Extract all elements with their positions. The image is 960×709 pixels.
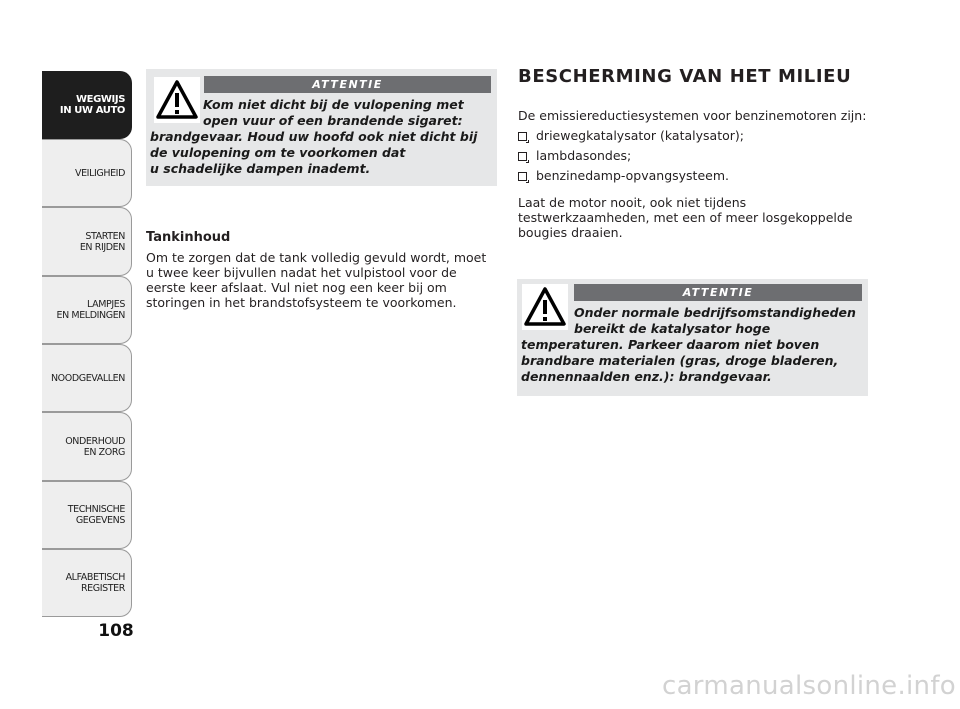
page-title: BESCHERMING VAN HET MILIEU (518, 66, 852, 87)
section-heading-tankinhoud: Tankinhoud (146, 230, 231, 245)
checkbox-bullet-icon (518, 152, 527, 161)
tab-veiligheid[interactable]: VEILIGHEID (42, 139, 132, 207)
warning-box-catalyst (517, 279, 868, 396)
tab-wegwijs[interactable]: WEGWIJS IN UW AUTO (42, 71, 132, 139)
tab-alfabetisch[interactable]: ALFABETISCH REGISTER (42, 549, 132, 617)
list-item: benzinedamp-opvangsysteem. (518, 166, 744, 186)
warning-header: ATTENTIE (204, 76, 491, 93)
checkbox-bullet-icon (518, 132, 527, 141)
tab-technische[interactable]: TECHNISCHE GEGEVENS (42, 481, 132, 549)
warning-text: Kom niet dicht bij de vulopening met open vuur of een brandende sigaret: brandgevaar. Houd uw hoofd ook niet dicht bij de vulopening om te voorkomen dat u schadelijke dampen inademt. (150, 97, 478, 176)
list-item: lambdasondes; (518, 146, 744, 166)
page-number: 108 (98, 621, 134, 641)
tab-lampjes[interactable]: LAMPJES EN MELDINGEN (42, 276, 132, 344)
intro-text: De emissiereductiesystemen voor benzinemotoren zijn: (518, 108, 867, 123)
tab-noodgevallen[interactable]: NOODGEVALLEN (42, 344, 132, 412)
warning-header: ATTENTIE (574, 284, 862, 301)
emission-list (518, 126, 744, 186)
tab-starten[interactable]: STARTEN EN RIJDEN (42, 207, 132, 276)
warning-box-fuel (146, 69, 497, 186)
motor-paragraph: Laat de motor nooit, ook niet tijdens testwerkzaamheden, met een of meer losgekoppelde bougies draaien. (518, 195, 853, 240)
watermark: carmanualsonline.info (661, 671, 956, 701)
warning-text: Onder normale bedrijfsomstandigheden bereikt de katalysator hoge temperaturen. Parkeer daarom niet boven brandbare materialen (gras, droge bladeren, dennennaalden enz.): brandgevaar. (521, 305, 856, 384)
checkbox-bullet-icon (518, 172, 527, 181)
list-item: driewegkatalysator (katalysator); (518, 126, 744, 146)
tankinhoud-paragraph: Om te zorgen dat de tank volledig gevuld wordt, moet u twee keer bijvullen nadat het vulpistool voor de eerste keer afslaat. Vul niet nog een keer bij om storingen in het brandstofsysteem te voorkomen. (146, 250, 487, 310)
tab-onderhoud[interactable]: ONDERHOUD EN ZORG (42, 412, 132, 481)
